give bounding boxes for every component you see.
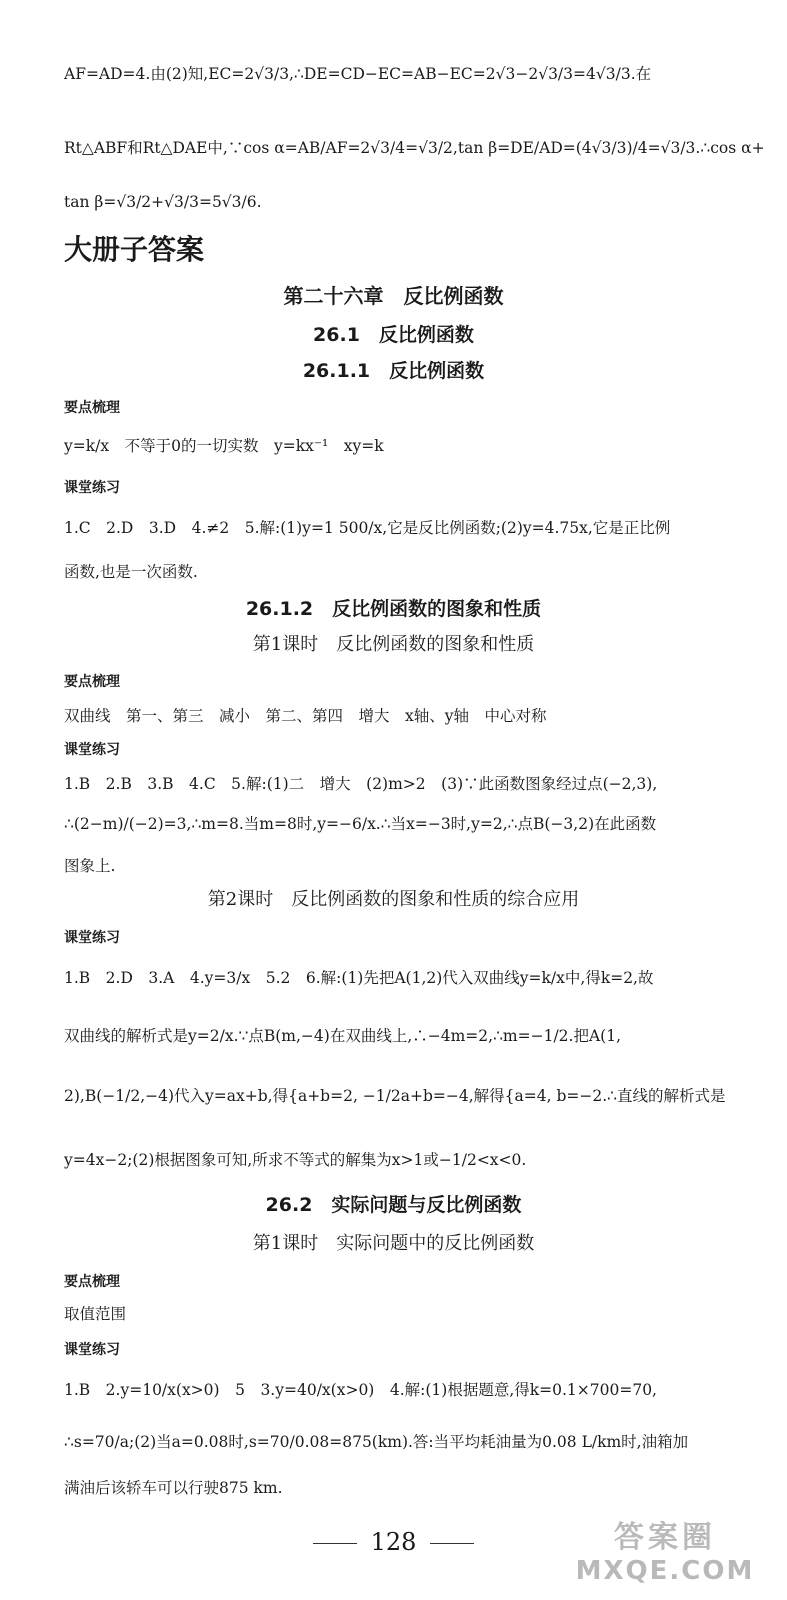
- key-points-label: 要点梳理: [64, 400, 120, 416]
- subsection-title: 26.1.2 反比例函数的图象和性质: [245, 598, 542, 620]
- practice-label: 课堂练习: [64, 930, 120, 946]
- practice-label: 课堂练习: [64, 480, 120, 496]
- practice-text: ∴(2−m)/(−2)=3,∴m=8.当m=8时,y=−6/x.∴当x=−3时,y=2,∴点B(−3,2)在此函数: [64, 815, 657, 833]
- lesson-title: 第2课时 反比例函数的图象和性质的综合应用: [207, 889, 580, 910]
- section-title: 26.1 反比例函数: [313, 324, 474, 346]
- practice-text: 1.B 2.B 3.B 4.C 5.解:(1)二 增大 (2)m>2 (3)∵此函数图象经过点(−2,3),: [64, 775, 658, 793]
- answer-book-title: 大册子答案: [64, 233, 205, 266]
- watermark-bottom: MXQE.COM: [575, 1556, 755, 1586]
- practice-text: 1.B 2.D 3.A 4.y=3/x 5.2 6.解:(1)先把A(1,2)代入双曲线y=k/x中,得k=2,故: [64, 969, 654, 987]
- key-points-text: 双曲线 第一、第三 减小 第二、第四 增大 x轴、y轴 中心对称: [64, 707, 547, 725]
- page-number-value: 128: [370, 1528, 417, 1556]
- key-points-label: 要点梳理: [64, 1274, 120, 1290]
- page-number-dash: [430, 1543, 474, 1544]
- text-line: tan β=√3/2+√3/3=5√3/6.: [64, 193, 262, 211]
- practice-text: 函数,也是一次函数.: [64, 563, 198, 581]
- practice-text: 双曲线的解析式是y=2/x.∵点B(m,−4)在双曲线上,∴−4m=2,∴m=−1/2.把A(1,: [64, 1027, 622, 1045]
- text-line: AF=AD=4.由(2)知,EC=2√3/3,∴DE=CD−EC=AB−EC=2√3−2√3/3=4√3/3.在: [64, 65, 652, 83]
- chapter-title: 第二十六章 反比例函数: [283, 284, 504, 308]
- text-line: Rt△ABF和Rt△DAE中,∵cos α=AB/AF=2√3/4=√3/2,tan β=DE/AD=(4√3/3)/4=√3/3.∴cos α+: [64, 139, 765, 157]
- practice-text: y=4x−2;(2)根据图象可知,所求不等式的解集为x>1或−1/2<x<0.: [64, 1151, 527, 1169]
- practice-text: ∴s=70/a;(2)当a=0.08时,s=70/0.08=875(km).答:当平均耗油量为0.08 L/km时,油箱加: [64, 1433, 689, 1451]
- subsection-title: 26.1.1 反比例函数: [302, 360, 485, 382]
- practice-text: 2),B(−1/2,−4)代入y=ax+b,得{a+b=2, −1/2a+b=−4,解得{a=4, b=−2.∴直线的解析式是: [64, 1087, 726, 1105]
- lesson-title: 第1课时 反比例函数的图象和性质: [252, 634, 535, 655]
- watermark-top: 答案圈: [614, 1520, 716, 1555]
- practice-text: 图象上.: [64, 857, 116, 875]
- key-points-text: y=k/x 不等于0的一切实数 y=kx⁻¹ xy=k: [64, 437, 384, 455]
- lesson-title: 第1课时 实际问题中的反比例函数: [252, 1233, 535, 1254]
- practice-label: 课堂练习: [64, 742, 120, 758]
- key-points-label: 要点梳理: [64, 674, 120, 690]
- key-points-text: 取值范围: [64, 1305, 127, 1323]
- practice-text: 满油后该轿车可以行驶875 km.: [64, 1479, 283, 1497]
- section-title: 26.2 实际问题与反比例函数: [265, 1194, 522, 1216]
- watermark-logo: [565, 1512, 765, 1592]
- practice-text: 1.B 2.y=10/x(x>0) 5 3.y=40/x(x>0) 4.解:(1)根据题意,得k=0.1×700=70,: [64, 1381, 657, 1399]
- practice-label: 课堂练习: [64, 1342, 120, 1358]
- practice-text: 1.C 2.D 3.D 4.≠2 5.解:(1)y=1 500/x,它是反比例函数;(2)y=4.75x,它是正比例: [64, 519, 671, 537]
- page-number-dash: [313, 1543, 357, 1544]
